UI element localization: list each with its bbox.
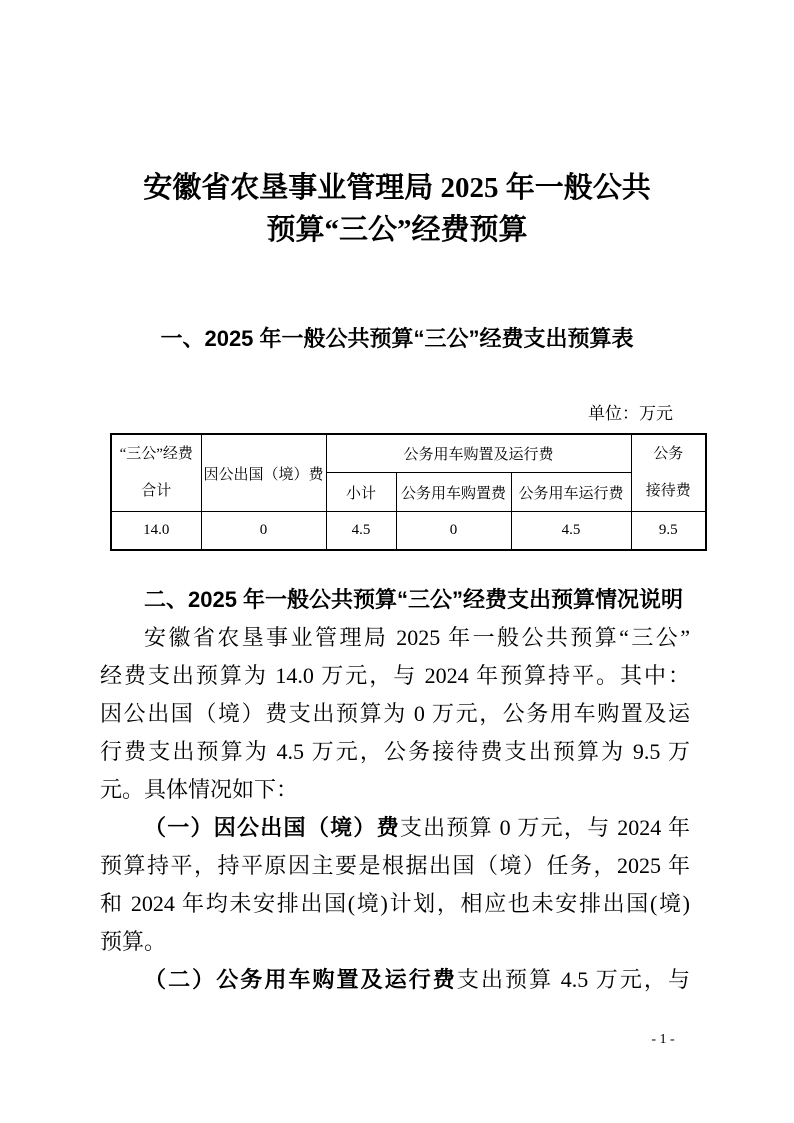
body-line: 安徽省农垦事业管理局 2025 年一般公共预算“三公” — [144, 625, 690, 650]
para-text: 支出预算 0 万元，与 2024 年 — [399, 815, 690, 840]
header-vehicle-purchase: 公务用车购置费 — [396, 473, 511, 512]
title-line-1: 安徽省农垦事业管理局 2025 年一般公共 — [143, 172, 651, 204]
body-line: 因公出国（境）费支出预算为 0 万元，公务用车购置及运 — [100, 701, 690, 726]
section2-body — [100, 581, 690, 999]
body-line: 预算持平，持平原因主要是根据出国（境）任务，2025 年 — [100, 853, 690, 878]
header-sangong-total — [111, 434, 201, 512]
body-line — [100, 809, 690, 847]
body-line: 经费支出预算为 14.0 万元，与 2024 年预算持平。其中： — [100, 663, 690, 688]
title-line-2: 预算“三公”经费预算 — [266, 214, 528, 246]
header-vehicle-group: 公务用车购置及运行费 — [326, 434, 631, 473]
header-line: 合计 — [141, 483, 172, 499]
body-line: 和 2024 年均未安排出国(境)计划，相应也未安排出国(境) — [100, 891, 690, 916]
header-line: 公务 — [653, 446, 684, 462]
value-vehicle-purchase: 0 — [396, 512, 511, 551]
value-vehicle-subtotal: 4.5 — [326, 512, 396, 551]
page-number: - 1 - — [651, 1032, 675, 1047]
value-sangong-total: 14.0 — [111, 512, 201, 551]
header-line: 接待费 — [645, 483, 691, 499]
unit-label: 单位：万元 — [588, 404, 673, 423]
para-lead-bold: （一）因公出国（境）费 — [144, 815, 400, 840]
value-vehicle-operation: 4.5 — [511, 512, 631, 551]
section2-heading: 二、2025 年一般公共预算“三公”经费支出预算情况说明 — [144, 587, 684, 612]
table-header-row-1 — [111, 434, 706, 473]
three-public-budget-table — [110, 433, 707, 551]
document-title — [0, 167, 794, 251]
header-vehicle-subtotal: 小计 — [326, 473, 396, 512]
header-line: “三公”经费 — [119, 446, 193, 462]
value-reception-fee: 9.5 — [631, 512, 706, 551]
para-text: 支出预算 4.5 万元，与 — [456, 967, 690, 992]
value-abroad-fee: 0 — [201, 512, 326, 551]
body-line: 行费支出预算为 4.5 万元，公务接待费支出预算为 9.5 万 — [100, 739, 690, 764]
header-abroad-fee: 因公出国（境）费 — [201, 434, 326, 512]
header-vehicle-operation: 公务用车运行费 — [511, 473, 631, 512]
body-line: 预算。 — [100, 929, 167, 954]
table-data-row — [111, 512, 706, 551]
header-reception-fee — [631, 434, 706, 512]
body-line — [100, 961, 690, 999]
para-lead-bold: （二）公务用车购置及运行费 — [144, 967, 457, 992]
body-line: 元。具体情况如下： — [100, 777, 299, 802]
section1-heading: 一、2025 年一般公共预算“三公”经费支出预算表 — [160, 326, 634, 351]
